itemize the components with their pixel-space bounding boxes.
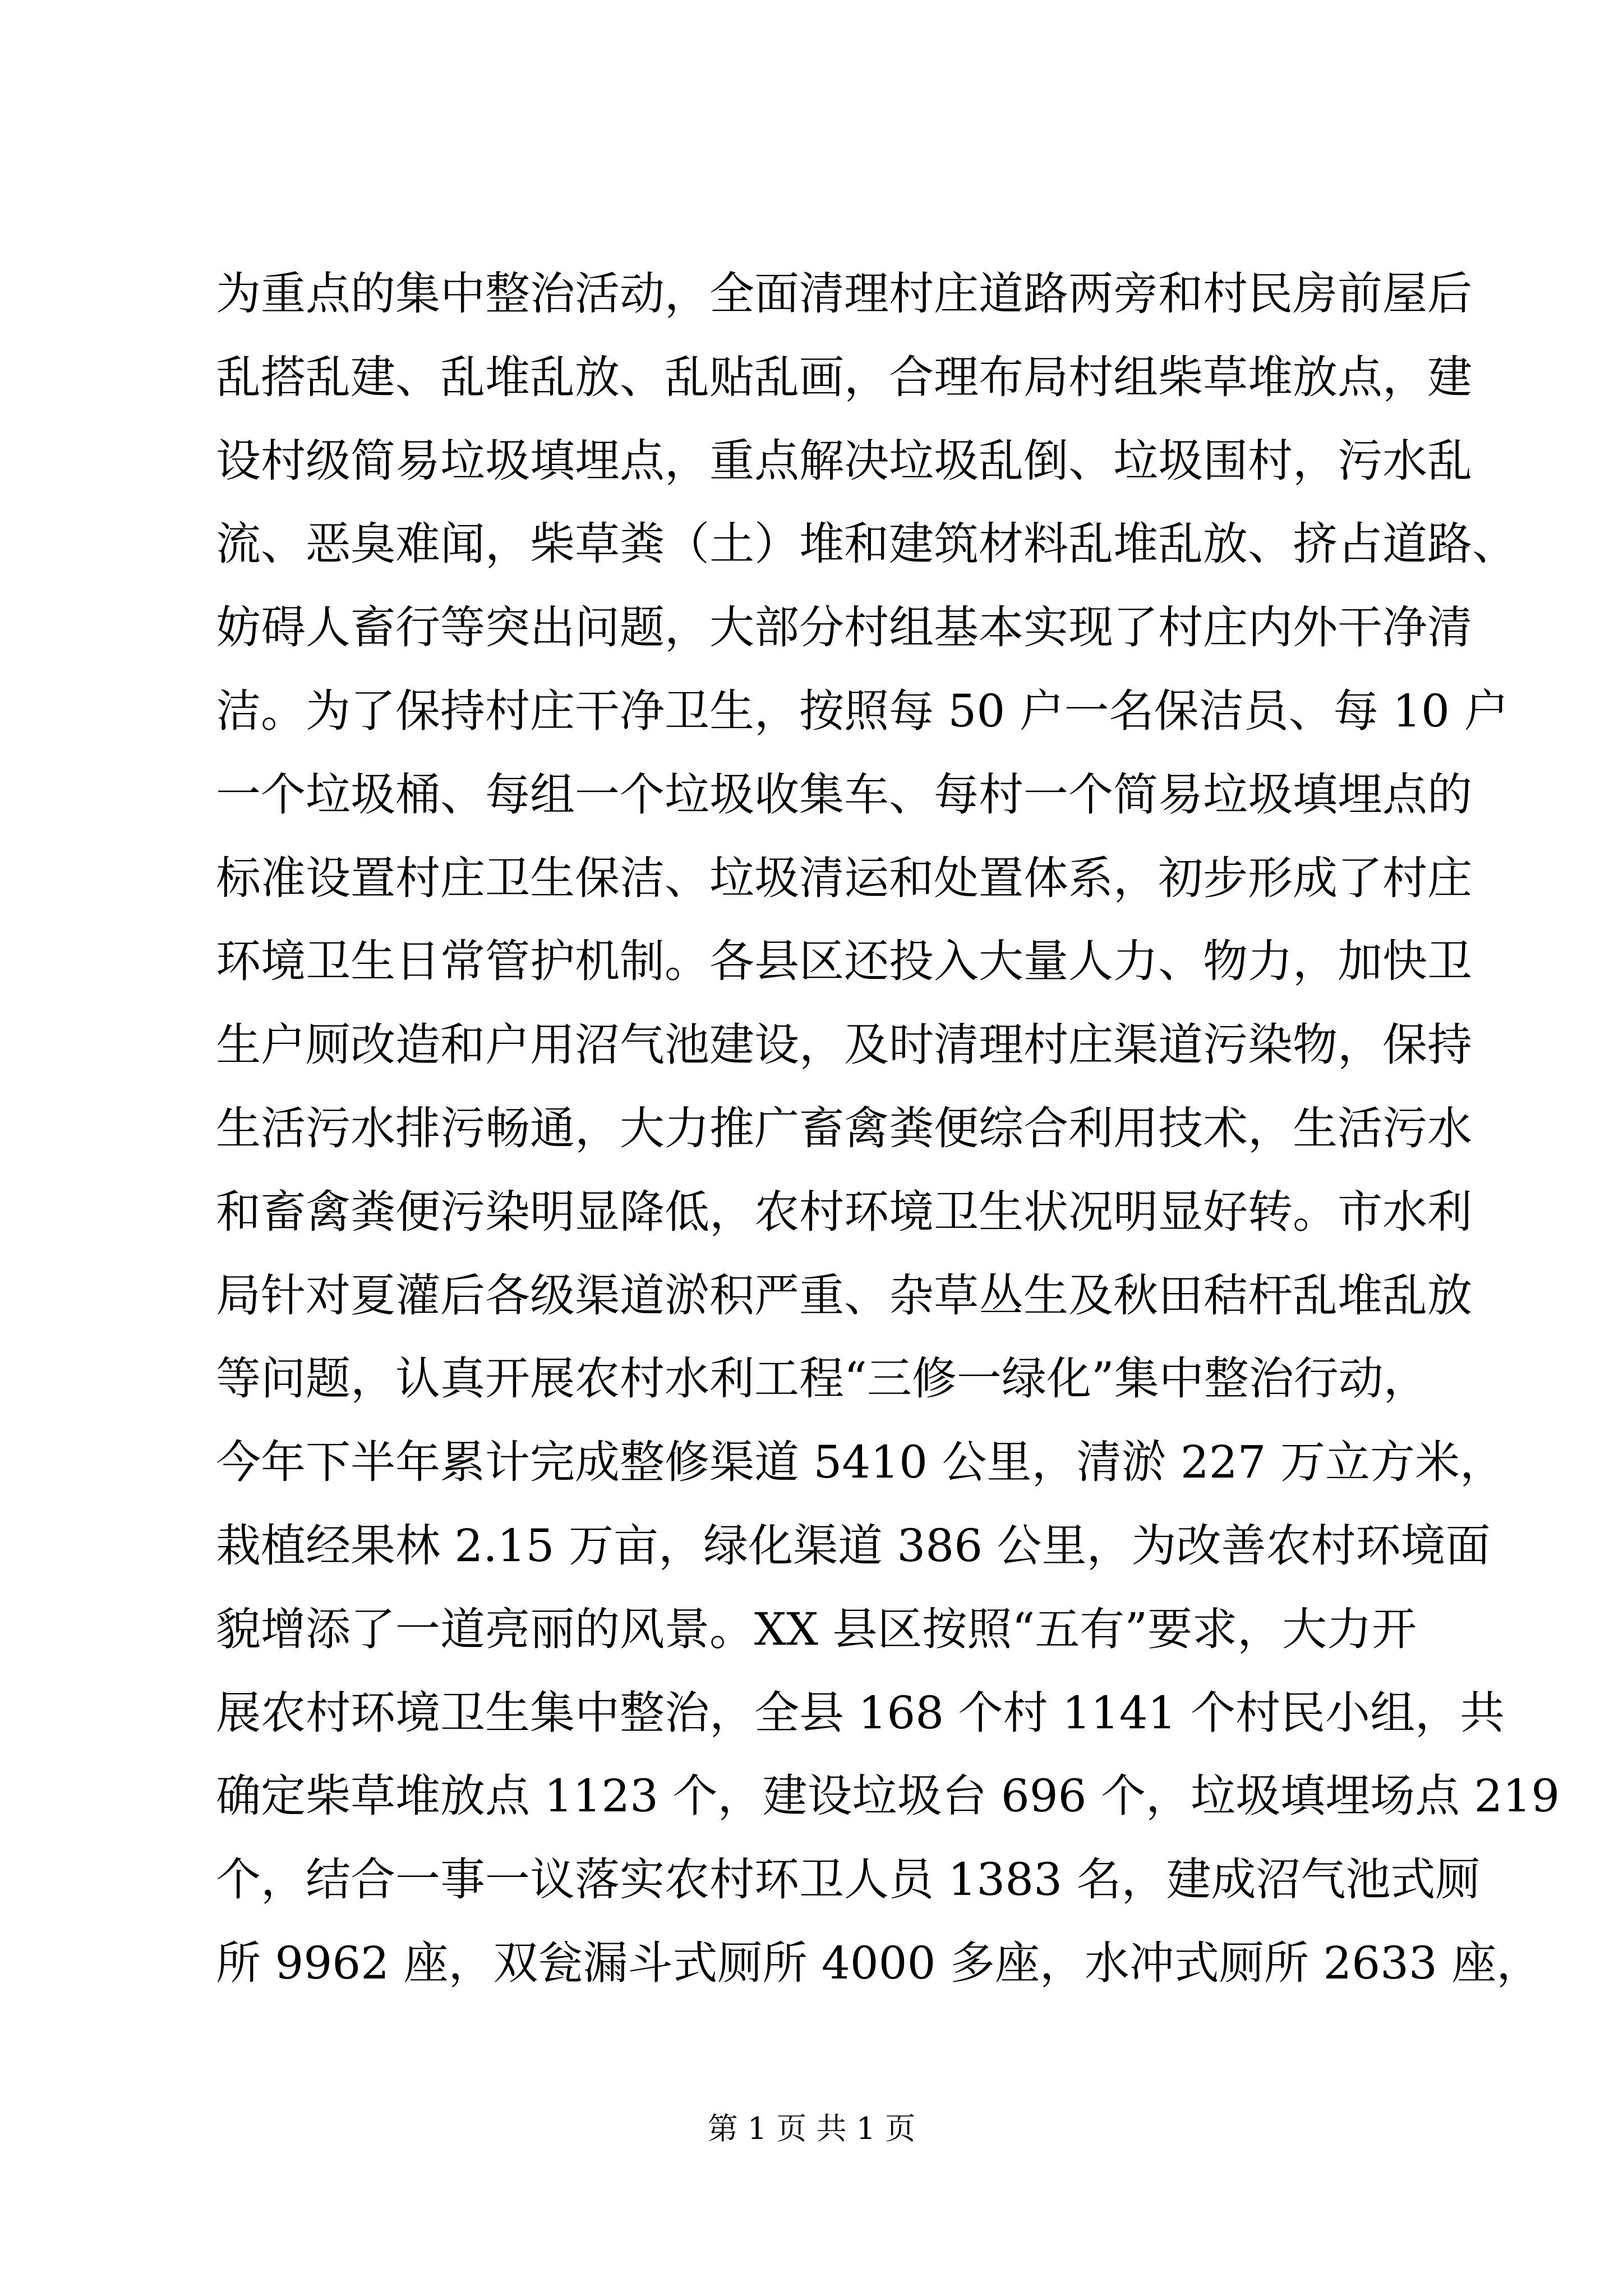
text-line: 妨碍人畜行等突出问题，大部分村组基本实现了村庄内外干净清 (216, 601, 1472, 654)
text-line: 所 9962 座，双瓮漏斗式厕所 4000 多座，水冲式厕所 2633 座， (216, 1936, 1542, 1989)
text-line: 环境卫生日常管护机制。各县区还投入大量人力、物力，加快卫 (216, 935, 1472, 988)
page-number-footer: 第 1 页 共 1 页 (707, 2111, 916, 2146)
text-line: 流、恶臭难闻，柴草粪（土）堆和建筑材料乱堆乱放、挤占道路、 (216, 518, 1517, 570)
text-line: 和畜禽粪便污染明显降低，农村环境卫生状况明显好转。市水利 (216, 1185, 1472, 1238)
text-line: 栽植经果林 2.15 万亩，绿化渠道 386 公里，为改善农村环境面 (216, 1519, 1491, 1572)
text-line: 确定柴草堆放点 1123 个，建设垃圾台 696 个，垃圾填埋场点 219 (216, 1770, 1560, 1823)
body-text (216, 252, 1560, 2005)
text-line: 乱搭乱建、乱堆乱放、乱贴乱画，合理布局村组柴草堆放点，建 (216, 351, 1472, 403)
text-line: 设村级简易垃圾填埋点，重点解决垃圾乱倒、垃圾围村，污水乱 (216, 434, 1472, 487)
text-line: 一个垃圾桶、每组一个垃圾收集车、每村一个简易垃圾填埋点的 (216, 768, 1472, 821)
text-line: 展农村环境卫生集中整治，全县 168 个村 1141 个村民小组，共 (216, 1686, 1505, 1739)
text-line: 貌增添了一道亮丽的风景。XX 县区按照“五有”要求，大力开 (216, 1603, 1417, 1655)
text-line: 生户厕改造和户用沼气池建设，及时清理村庄渠道污染物，保持 (216, 1019, 1472, 1071)
text-line: 生活污水排污畅通，大力推广畜禽粪便综合利用技术，生活污水 (216, 1102, 1472, 1154)
text-line: 等问题，认真开展农村水利工程“三修一绿化”集中整治行动， (216, 1352, 1428, 1405)
text-line: 为重点的集中整治活动，全面清理村庄道路两旁和村民房前屋后 (216, 268, 1472, 320)
text-line: 个，结合一事一议落实农村环卫人员 1383 名，建成沼气池式厕 (216, 1853, 1481, 1906)
text-line: 洁。为了保持村庄干净卫生，按照每 50 户一名保洁员、每 10 户 (216, 684, 1509, 737)
text-line: 局针对夏灌后各级渠道淤积严重、杂草丛生及秋田秸杆乱堆乱放 (216, 1269, 1472, 1322)
text-line: 今年下半年累计完成整修渠道 5410 公里，清淤 227 万立方米， (216, 1436, 1505, 1489)
text-line: 标准设置村庄卫生保洁、垃圾清运和处置体系，初步形成了村庄 (216, 852, 1472, 904)
